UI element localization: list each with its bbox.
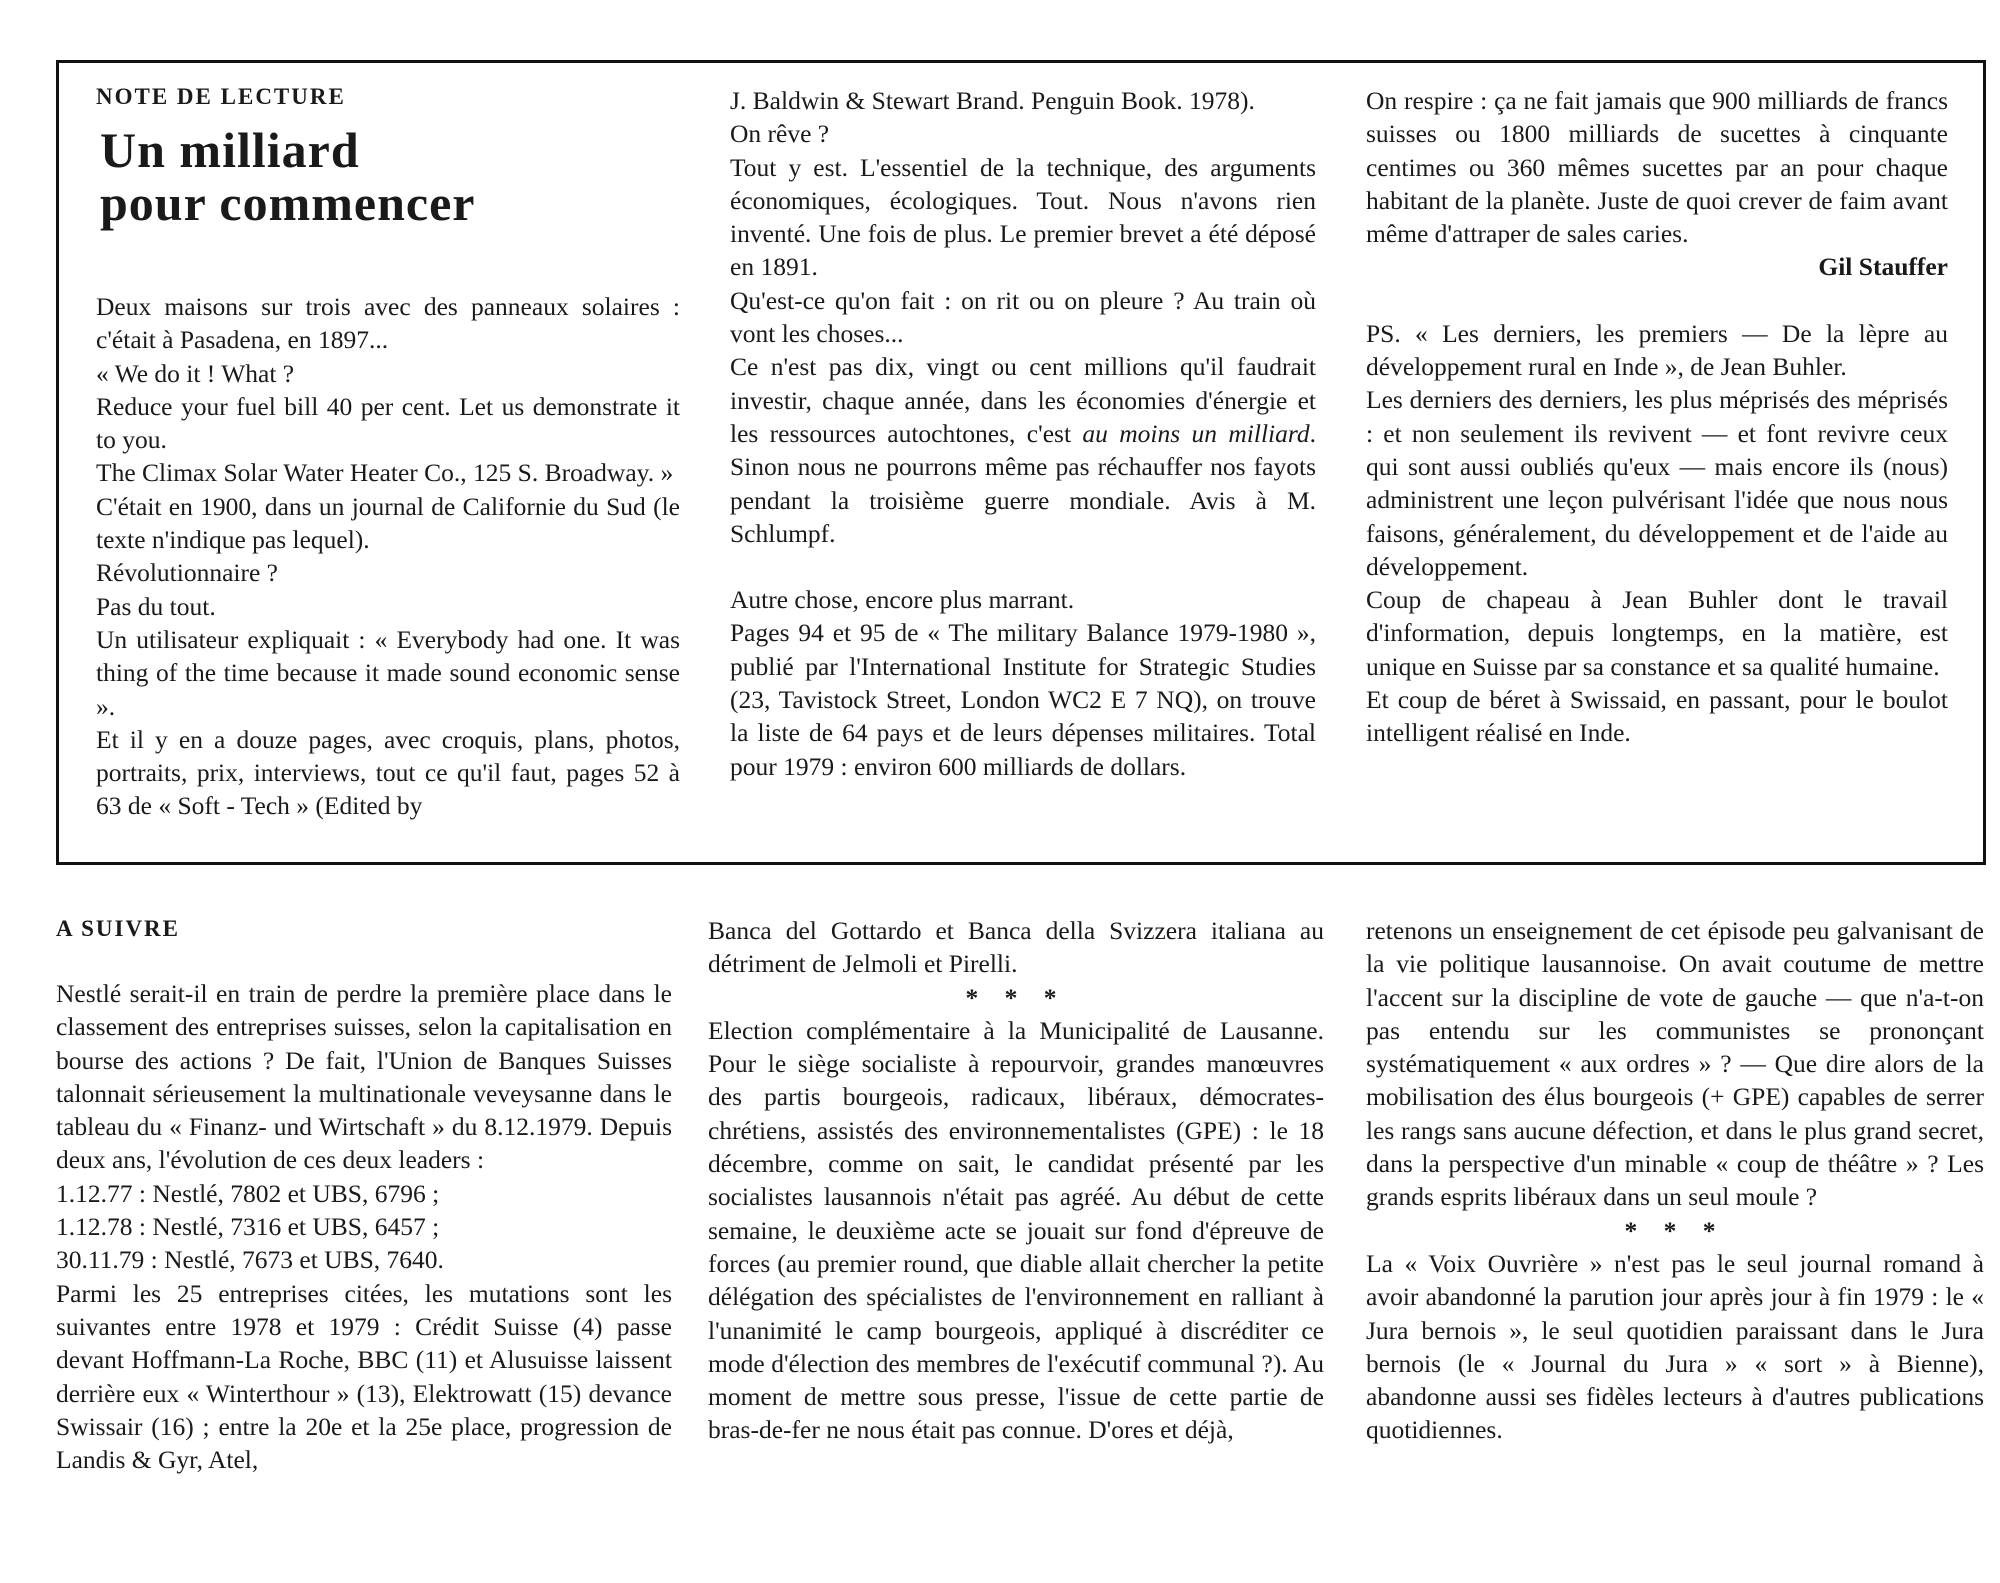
paragraph: Coup de chapeau à Jean Buhler dont le travail d'information, depuis longtemps, en la matière, est unique en Suisse par sa constance et sa qualité humaine. <box>1366 585 1948 681</box>
paragraph: On respire : ça ne fait jamais que 900 milliards de francs suisses ou 1800 milliards de sucettes à cinquante centimes ou 360 mêmes sucettes par an pour chaque habitant de la planète. Juste de quoi crever de faim avant même d'attraper de sales caries. <box>1366 86 1948 249</box>
paragraph: PS. « Les derniers, les premiers — De la lèpre au développement rural en Inde », de Jean Buhler. <box>1366 318 1948 382</box>
article-title <box>100 124 680 230</box>
paragraph: La « Voix Ouvrière » n'est pas le seul journal romand à avoir abandonné la parution jour après jour à fin 1979 : le « Jura bernois », le seul quotidien paraissant dans le Jura bernois (le « Journal du Jura » « sort » à Bienne), abandonne aussi ses fidèles lecteurs à d'autres publications quotidiennes. <box>1366 1248 1984 1445</box>
suivre-column-2 <box>708 914 1324 1447</box>
suivre-column-3 <box>1366 914 1984 1447</box>
paragraph: Un utilisateur expliquait : « Everybody had one. It was thing of the time because it made sound economic sense ». <box>96 624 680 721</box>
section-separator: * * * <box>1624 1215 1726 1245</box>
paragraph: Election complémentaire à la Municipalité de Lausanne. Pour le siège socialiste à repourvoir, grandes manœuvres des partis bourgeois, radicaux, libéraux, démocrates-chrétiens, assistés des environnementalistes (GPE) : le 18 décembre, comme on sait, le candidat présenté par les socialistes lausannois n'était pas agréé. Au début de cette semaine, le deuxième acte se jouait sur fond d'épreuve de forces (au premier round, que diable allait chercher la petite délégation des spécialistes de l'environnement en ralliant à l'unanimité le camp bourgeois, appliqué à discréditer ce mode d'élection des membres de l'exécutif communal ?). Au moment de mettre sous presse, l'issue de cette partie de bras-de-fer ne nous était pas connue. D'ores et déjà, <box>708 1015 1324 1445</box>
note-kicker: NOTE DE LECTURE <box>96 84 346 109</box>
paragraph: retenons un enseignement de cet épisode peu galvanisant de la vie politique lausannoise. On avait coutume de mettre l'accent sur la discipline de vote de gauche — que n'a-t-on pas entendu sur les communistes se prononçant systématiquement « aux ordres » ? — Que dire alors de la mobilisation des élus bourgeois (+ GPE) capables de serrer les rangs sans aucune défection, et dans le plus grand secret, dans la perspective d'un minable « coup de théâtre » ? Les grands esprits libéraux dans un seul moule ? <box>1366 916 1984 1212</box>
title-line-1: Un milliard <box>100 122 360 178</box>
note-column-3 <box>1366 84 1948 750</box>
paragraph: 30.11.79 : Nestlé, 7673 et UBS, 7640. <box>56 1245 444 1275</box>
paragraph: Pages 94 et 95 de « The military Balance 1979-1980 », publié par l'International Institute for Strategic Studies (23, Tavistock Street, London WC2 E 7 NQ), on trouve la liste de 64 pays et de leurs dépenses militaires. Total pour 1979 : environ 600 milliards de dollars. <box>730 618 1316 781</box>
paragraph: Révolutionnaire ? <box>96 558 278 588</box>
paragraph: Et coup de béret à Swissaid, en passant, pour le boulot intelligent réalisé en Inde. <box>1366 685 1948 748</box>
paragraph: C'était en 1900, dans un journal de Californie du Sud (le texte n'indique pas lequel). <box>96 491 680 555</box>
title-line-2: pour commencer <box>100 175 476 231</box>
paragraph: Qu'est-ce qu'on fait : on rit ou on pleure ? Au train où vont les choses... <box>730 285 1316 349</box>
paragraph: Autre chose, encore plus marrant. <box>730 585 1075 615</box>
paragraph: « We do it ! What ? <box>96 358 295 388</box>
suivre-column-1 <box>56 914 672 1476</box>
paragraph: Parmi les 25 entreprises citées, les mutations sont les suivantes entre 1978 et 1979 : Crédit Suisse (4) passe devant Hoffmann-La Roche, BBC (11) et Alusuisse laissent derrière eux « Winterthour » (13), Elektrowatt (15) devance Swissair (16) ; entre la 20e et la 25e place, progression de Landis & Gyr, Atel, <box>56 1278 672 1475</box>
paragraph: Et il y en a douze pages, avec croquis, plans, photos, portraits, prix, interviews, tout ce qu'il faut, pages 52 à 63 de « Soft - Tech » (Edited by <box>96 724 680 821</box>
paragraph: Les derniers des derniers, les plus méprisés des méprisés : et non seulement ils revivent — et font revivre ceux qui sont aussi oubliés qu'eux — mais encore ils (nous) administrent une leçon pulvérisant l'idée que nous nous faisons, généralement, du développement et de l'aide au développement. <box>1366 385 1948 581</box>
paragraph: Banca del Gottardo et Banca della Svizzera italiana au détriment de Jelmoli et Pirelli. <box>708 916 1324 979</box>
text-run: . Sinon nous ne pourrons même pas réchauffer nos fayots pendant la troisième guerre mondiale. Avis à M. Schlumpf. <box>730 418 1316 548</box>
note-column-1 <box>96 82 680 823</box>
paragraph: Reduce your fuel bill 40 per cent. Let us demonstrate it to you. <box>96 391 680 455</box>
paragraph: On rêve ? <box>730 119 830 149</box>
paragraph <box>730 350 1316 550</box>
paragraph: The Climax Solar Water Heater Co., 125 S. Broadway. » <box>96 458 674 488</box>
paragraph: Deux maisons sur trois avec des panneaux solaires : c'était à Pasadena, en 1897... <box>96 292 680 355</box>
suivre-kicker: A SUIVRE <box>56 916 181 941</box>
paragraph: 1.12.78 : Nestlé, 7316 et UBS, 6457 ; <box>56 1212 440 1242</box>
paragraph: Pas du tout. <box>96 591 216 621</box>
note-column-2 <box>730 84 1316 783</box>
author-signature: Gil Stauffer <box>1818 252 1948 282</box>
paragraph: Tout y est. L'essentiel de la technique, des arguments économiques, écologiques. Tout. Nous n'avons rien inventé. Une fois de plus. Le premier brevet a été déposé en 1891. <box>730 152 1316 282</box>
emphasis-text: au moins un milliard <box>1082 418 1310 448</box>
paragraph: 1.12.77 : Nestlé, 7802 et UBS, 6796 ; <box>56 1178 440 1208</box>
text-run: Ce n'est pas dix, vingt ou cent millions qu'il faudrait investir, chaque année, dans les économies d'énergie et les ressources autochtones, c'est <box>730 352 1316 448</box>
section-separator: * * * <box>965 982 1067 1012</box>
paragraph: Nestlé serait-il en train de perdre la première place dans le classement des entreprises suisses, selon la capitalisation en bourse des actions ? De fait, l'Union de Banques Suisses talonnait sérieusement la multinationale veveysanne dans le tableau du « Finanz- und Wirtschaft » du 8.12.1979. Depuis deux ans, l'évolution de ces deux leaders : <box>56 979 672 1175</box>
paragraph: J. Baldwin & Stewart Brand. Penguin Book. 1978). <box>730 86 1255 115</box>
